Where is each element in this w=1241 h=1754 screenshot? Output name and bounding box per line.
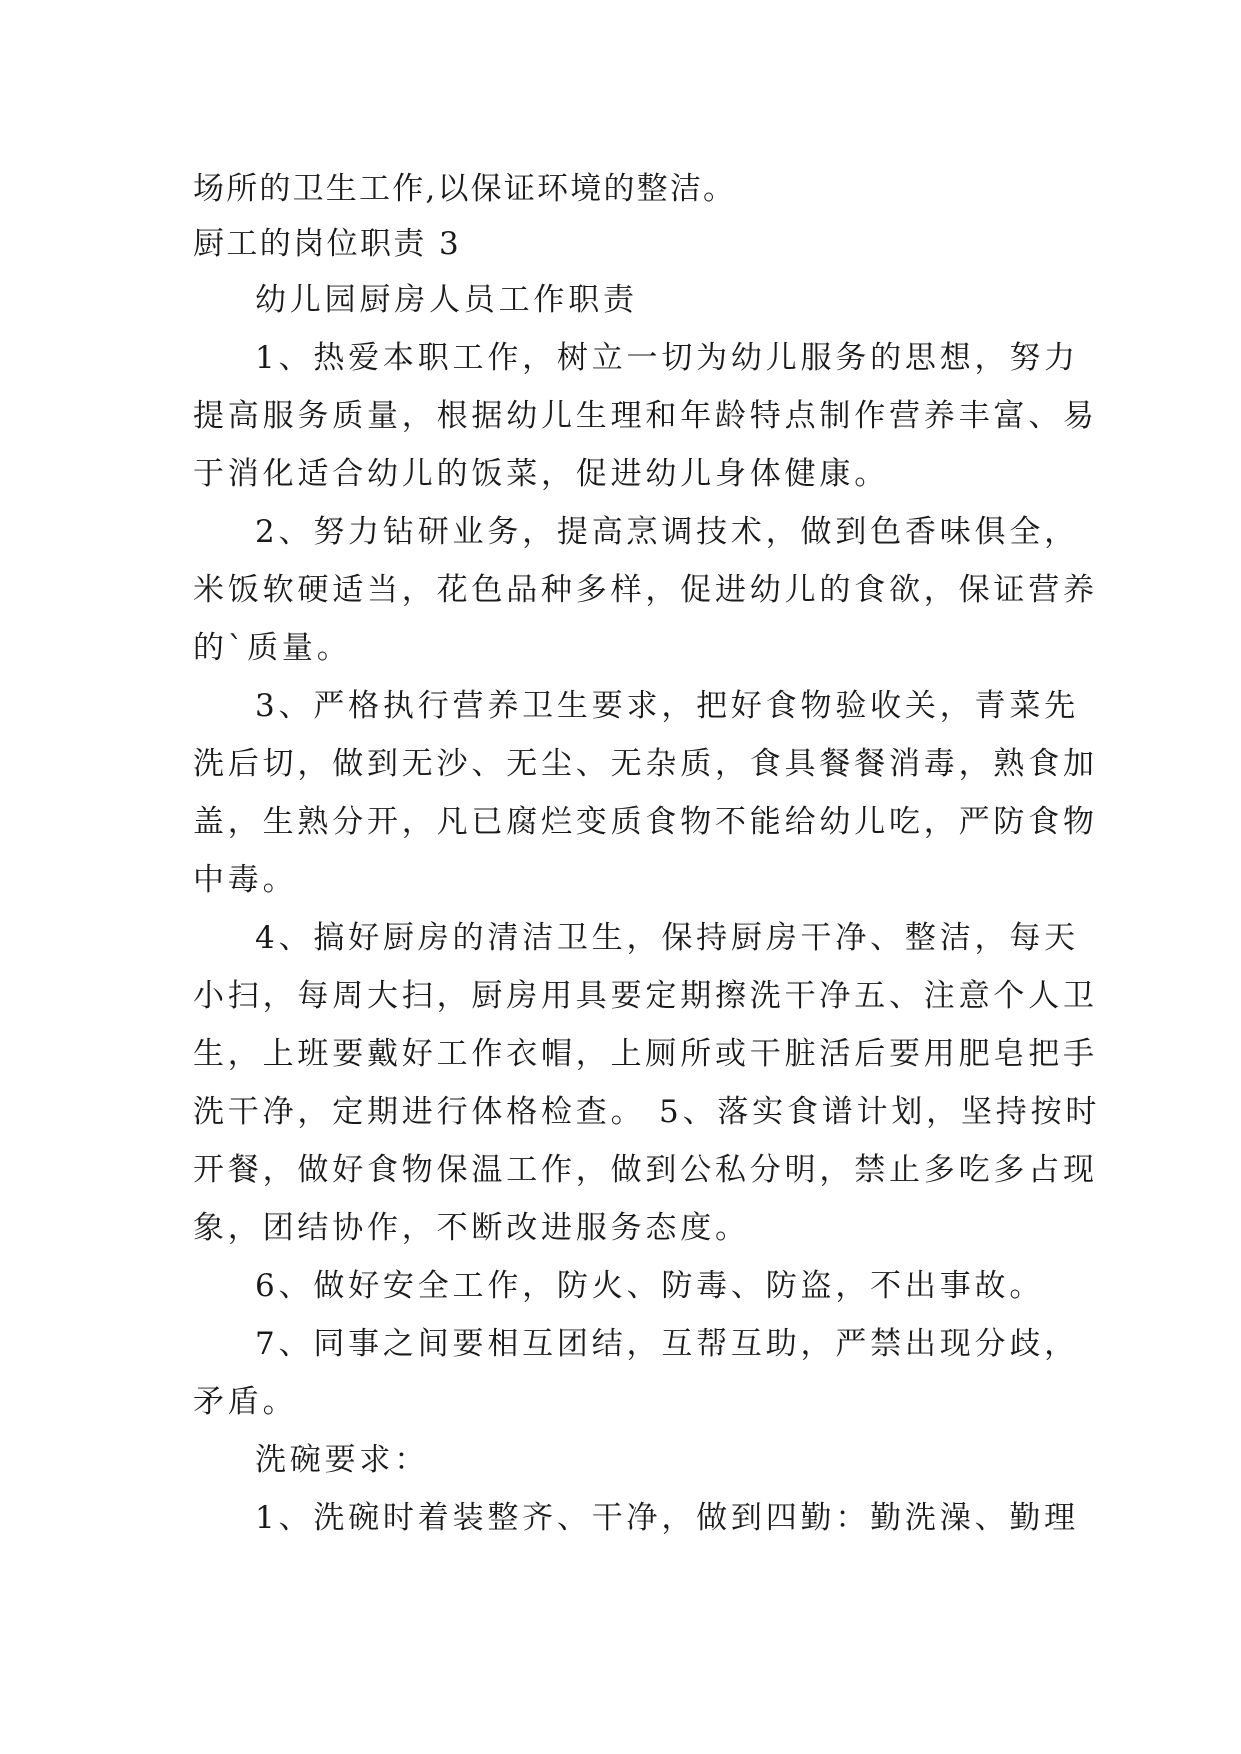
document-subtitle: 幼儿园厨房人员工作职责 [255,282,638,318]
duty-item-6: 6、做好安全工作，防火、防毒、防盗，不出事故。 [255,1268,1045,1304]
duty-item-2-line-1: 2、努力钻研业务，提高烹调技术，做到色香味俱全， [255,514,1079,550]
duty-item-1-line-2: 提高服务质量，根据幼儿生理和年龄特点制作营养丰富、易 [193,398,1098,434]
document-page [193,160,1101,1547]
duty-item-3-line-2: 洗后切，做到无沙、无尘、无杂质，食具餐餐消毒，熟食加 [193,746,1098,782]
duty-item-4-line-1: 4、搞好厨房的清洁卫生，保持厨房干净、整洁，每天 [255,920,1079,956]
wash-item-1: 1、洗碗时着装整齐、干净，做到四勤：勤洗澡、勤理 [255,1500,1079,1536]
duty-item-1 [193,329,1098,503]
duty-item-4 [193,909,1101,1257]
duty-item-3-line-3: 盖，生熟分开，凡已腐烂变质食物不能给幼儿吃，严防食物 [193,804,1098,840]
duty-item-7-line-1: 7、同事之间要相互团结，互帮互助，严禁出现分歧， [255,1326,1079,1362]
duty-item-4-line-2: 小扫，每周大扫，厨房用具要定期擦洗干净五、注意个人卫 [193,978,1098,1014]
duty-item-2-line-3: 的`质量。 [193,630,352,666]
duty-item-4-line-3: 生，上班要戴好工作衣帽，上厕所或干脏活后要用肥皂把手 [193,1036,1098,1072]
duty-item-1-line-1: 1、热爱本职工作，树立一切为幼儿服务的思想，努力 [255,340,1079,376]
section-title: 厨工的岗位职责 3 [193,226,462,262]
duty-item-4-line-5: 开餐，做好食物保温工作，做到公私分明，禁止多吃多占现 [193,1152,1098,1188]
duty-item-2-line-2: 米饭软硬适当，花色品种多样，促进幼儿的食欲，保证营养 [193,572,1098,608]
duty-item-3-line-1: 3、严格执行营养卫生要求，把好食物验收关，青菜先 [255,688,1079,724]
duty-item-4-line-4: 洗干净，定期进行体格检查。 5、落实食谱计划，坚持按时 [193,1094,1101,1130]
duty-item-7 [193,1315,1079,1431]
duty-item-7-line-2: 矛盾。 [193,1384,298,1420]
wash-requirements-heading: 洗碗要求： [255,1442,429,1478]
duty-item-3-line-4: 中毒。 [193,862,298,898]
duty-item-4-line-6: 象，团结协作，不断改进服务态度。 [193,1210,750,1246]
duty-item-3 [193,677,1098,909]
duty-item-2 [193,503,1098,677]
duty-item-1-line-3: 于消化适合幼儿的饭菜，促进幼儿身体健康。 [193,456,889,492]
paragraph-continuation: 场所的卫生工作,以保证环境的整洁。 [193,171,737,207]
